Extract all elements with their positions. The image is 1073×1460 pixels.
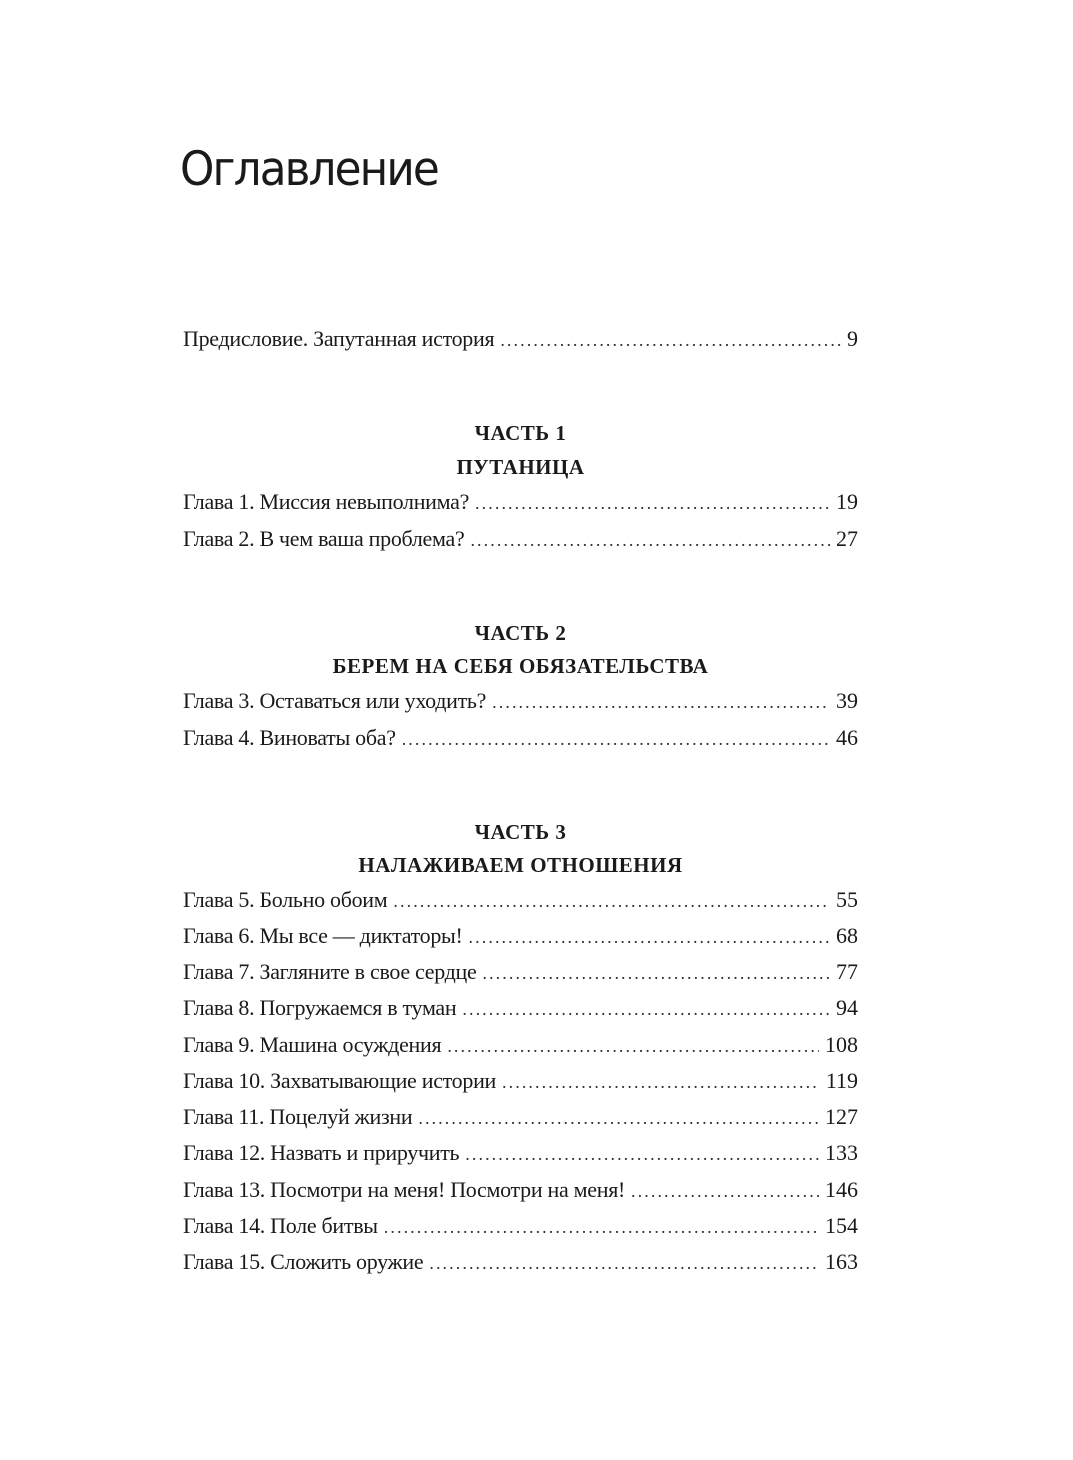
toc-entry-chapter[interactable] [183, 489, 858, 519]
toc-entry-chapter[interactable] [183, 923, 858, 953]
toc-entry-page: 39 [836, 688, 858, 713]
toc-entry-chapter[interactable] [183, 1249, 858, 1279]
toc-entry-label: Глава 8. Погружаемся в туман [183, 995, 457, 1020]
part-number-heading: ЧАСТЬ 3 [474, 820, 567, 844]
part-number-heading: ЧАСТЬ 1 [474, 421, 567, 445]
part-number-heading: ЧАСТЬ 2 [474, 621, 567, 645]
toc-entry-chapter[interactable] [183, 1104, 858, 1134]
part-title-heading: НАЛАЖИВАЕМ ОТНОШЕНИЯ [358, 853, 683, 877]
toc-entry-chapter[interactable] [183, 688, 858, 718]
toc-entry-page: 133 [825, 1140, 858, 1165]
dot-leader [631, 1181, 819, 1202]
toc-entry-label: Глава 2. В чем ваша проблема? [183, 526, 465, 551]
toc-entry-page: 9 [847, 326, 858, 351]
toc-entry-label: Глава 3. Оставаться или уходить? [183, 688, 487, 713]
toc-entry-label: Глава 6. Мы все — диктаторы! [183, 923, 463, 948]
toc-entry-page: 94 [836, 995, 858, 1020]
toc-entry-chapter[interactable] [183, 1177, 858, 1207]
toc-entry-page: 46 [836, 725, 858, 750]
toc-entry-label: Глава 12. Назвать и приручить [183, 1140, 460, 1165]
toc-entry-label: Глава 15. Сложить оружие [183, 1249, 424, 1274]
dot-leader [492, 692, 830, 713]
toc-entry-page: 154 [825, 1213, 858, 1238]
toc-entry-chapter[interactable] [183, 887, 858, 917]
toc-entry-chapter[interactable] [183, 725, 858, 755]
toc-entry-chapter[interactable] [183, 995, 858, 1025]
dot-leader [475, 493, 830, 514]
toc-entry-chapter[interactable] [183, 1068, 858, 1098]
dot-leader [402, 729, 830, 750]
dot-leader [418, 1108, 819, 1129]
toc-entry-label: Глава 10. Захватывающие истории [183, 1068, 497, 1093]
toc-entry-chapter[interactable] [183, 1213, 858, 1243]
toc-entry-label: Глава 14. Поле битвы [183, 1213, 378, 1238]
toc-entry-label: Глава 5. Больно обоим [183, 887, 388, 912]
toc-entry-page: 108 [825, 1032, 858, 1057]
dot-leader [470, 530, 830, 551]
dot-leader [469, 927, 830, 948]
dot-leader [447, 1036, 819, 1057]
toc-entry-page: 77 [836, 959, 858, 984]
part-title-heading: ПУТАНИЦА [456, 455, 585, 479]
part-title-heading: БЕРЕМ НА СЕБЯ ОБЯЗАТЕЛЬСТВА [332, 654, 709, 678]
toc-entry-label: Предисловие. Запутанная история [183, 326, 495, 351]
toc-entry-chapter[interactable] [183, 1140, 858, 1170]
toc-entry-page: 146 [825, 1177, 858, 1202]
dot-leader [384, 1217, 819, 1238]
toc-entry-label: Глава 1. Миссия невыполнима? [183, 489, 470, 514]
dot-leader [393, 891, 830, 912]
toc-entry-chapter[interactable] [183, 526, 858, 556]
dot-leader [500, 330, 841, 351]
toc-entry-page: 127 [825, 1104, 858, 1129]
dot-leader [429, 1253, 819, 1274]
toc-entry-page: 68 [836, 923, 858, 948]
toc-entry-chapter[interactable] [183, 1032, 858, 1062]
toc-entry-label: Глава 4. Виноваты оба? [183, 725, 396, 750]
dot-leader [465, 1144, 819, 1165]
toc-entry-label: Глава 13. Посмотри на меня! Посмотри на меня! [183, 1177, 626, 1202]
dot-leader [462, 999, 830, 1020]
toc-entry-label: Глава 11. Поцелуй жизни [183, 1104, 413, 1129]
dot-leader [502, 1072, 820, 1093]
toc-entry-label: Глава 9. Машина осуждения [183, 1032, 442, 1057]
toc-entry-page: 163 [825, 1249, 858, 1274]
toc-entry-label: Глава 7. Загляните в свое сердце [183, 959, 477, 984]
toc-entry-page: 55 [836, 887, 858, 912]
toc-entry-chapter[interactable] [183, 959, 858, 989]
dot-leader [482, 963, 830, 984]
toc-entry-page: 27 [836, 526, 858, 551]
page-title: Оглавление [180, 142, 438, 197]
toc-entry-page: 119 [825, 1068, 858, 1093]
toc-entry-preface[interactable] [183, 326, 858, 356]
toc-entry-page: 19 [836, 489, 858, 514]
